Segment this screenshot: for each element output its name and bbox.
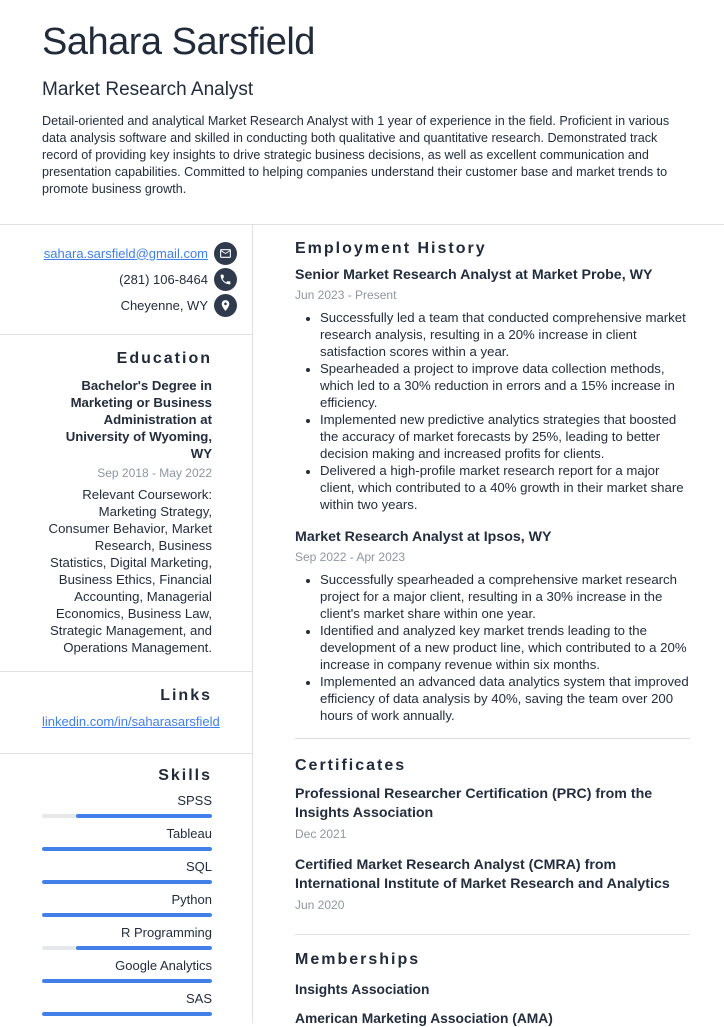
skill-label: R Programming	[120, 925, 212, 940]
job-dates: Sep 2022 - Apr 2023	[295, 550, 406, 564]
links-section	[0, 672, 252, 754]
skill-label: SQL	[185, 859, 212, 874]
phone-icon	[214, 268, 237, 291]
job-bullet: • Delivered a high-profile market research report for a major client, which contributed to a 40% growth in their market share within two years.	[320, 462, 690, 513]
sidebar	[0, 225, 253, 1023]
education-heading: Education	[116, 350, 212, 367]
skill-bar-fill	[42, 847, 212, 851]
skill-item	[42, 958, 212, 983]
education-dates: Sep 2018 - May 2022	[97, 466, 212, 480]
employment-section	[295, 225, 690, 739]
skill-item	[42, 892, 212, 917]
email-link[interactable]: sahara.sarsfield@gmail.com	[43, 245, 208, 261]
skills-section	[0, 754, 252, 1026]
skill-bar	[42, 1012, 212, 1016]
certificate-entry	[295, 856, 690, 912]
job-bullet: • Successfully led a team that conducted comprehensive market research analysis, resulting in a 20% increase in client satisfaction scores within a year.	[320, 309, 690, 360]
education-section	[0, 335, 252, 672]
membership-item: American Marketing Association (AMA)	[295, 1011, 553, 1026]
skills-heading: Skills	[158, 767, 212, 784]
skill-label: SPSS	[177, 793, 212, 808]
skill-bar	[42, 814, 212, 818]
skill-bar	[42, 979, 212, 983]
certificates-section	[295, 739, 690, 935]
linkedin-link[interactable]: linkedin.com/in/saharasarsfield	[42, 714, 220, 729]
job-bullet-list	[295, 571, 690, 724]
profile-summary: Detail-oriented and analytical Market Research Analyst with 1 year of experience in the field. Proficient in various data analysis software and skilled in conducting both qualitative and quantitative research. Demonstrated track record of providing key insights to drive strategic business decisions, as well as excellent communication and presentation capabilities. Committed to helping companies understand their customer base and market trends to promote business growth.	[42, 114, 670, 196]
job-bullet-list	[295, 309, 690, 513]
skill-bar	[42, 946, 212, 950]
job-title: Senior Market Research Analyst at Market Probe, WY	[295, 267, 653, 283]
contact-email-row	[42, 240, 237, 266]
job-dates: Jun 2023 - Present	[295, 288, 397, 302]
contact-location-row	[42, 292, 237, 318]
skill-bar	[42, 847, 212, 851]
job-bullet: • Successfully spearheaded a comprehensive market research project for a major client, resulting in a 30% increase in the client's market share within one year.	[320, 571, 690, 622]
certificate-date: Jun 2020	[295, 898, 345, 912]
memberships-section	[295, 935, 690, 1027]
skill-bar-fill	[42, 880, 212, 884]
resume-header	[0, 0, 724, 225]
job-title: Market Research Analyst at Ipsos, WY	[295, 529, 552, 545]
skill-item	[42, 793, 212, 818]
job-bullet: • Implemented new predictive analytics strategies that boosted the accuracy of market forecasts by 25%, leading to better decision making and increased profits for clients.	[320, 411, 690, 462]
membership-item: Insights Association	[295, 982, 430, 997]
certificate-date: Dec 2021	[295, 827, 347, 841]
skill-bar-fill	[76, 814, 212, 818]
job-bullet: • Implemented an advanced data analytics system that improved efficiency of data analysis by 40%, saving the team over 200 hours of work annually.	[320, 673, 690, 724]
contact-phone-row	[42, 266, 237, 292]
skill-label: Tableau	[166, 826, 212, 841]
body-columns	[0, 225, 724, 1026]
phone-number: (281) 106-8464	[119, 271, 208, 287]
skill-item	[42, 991, 212, 1016]
job-entry	[295, 529, 690, 724]
skill-item	[42, 859, 212, 884]
job-bullet: • Spearheaded a project to improve data collection methods, which led to a 30% reduction in errors and a 15% increase in efficiency.	[320, 360, 690, 411]
certificate-title: Professional Researcher Certification (PRC) from the Insights Association	[295, 786, 653, 821]
location-text: Cheyenne, WY	[120, 297, 208, 313]
main-column	[253, 225, 724, 1026]
education-coursework: Relevant Coursework: Marketing Strategy, Consumer Behavior, Market Research, Business Statistics, Digital Marketing, Business Ethics, Financial Accounting, Managerial Economics, Business Law, Strategic Management, and Operations Management.	[48, 487, 212, 655]
skill-bar	[42, 913, 212, 917]
person-name: Sahara Sarsfield	[42, 21, 315, 63]
certificates-heading: Certificates	[295, 757, 407, 774]
skill-label: Python	[171, 892, 212, 907]
job-entry	[295, 267, 690, 513]
map-pin-icon	[214, 294, 237, 317]
skill-item	[42, 826, 212, 851]
skill-item	[42, 925, 212, 950]
memberships-heading: Memberships	[295, 951, 421, 968]
certificate-title: Certified Market Research Analyst (CMRA) from International Institute of Market Research and Analytics	[295, 857, 670, 892]
envelope-icon	[214, 242, 237, 265]
skill-bar-fill	[42, 1012, 212, 1016]
skill-label: SAS	[185, 991, 212, 1006]
skill-bar-fill	[76, 946, 212, 950]
skill-label: Google Analytics	[115, 958, 212, 973]
person-job-title: Market Research Analyst	[42, 79, 254, 100]
skill-bar-fill	[42, 913, 212, 917]
skill-bar-fill	[42, 979, 212, 983]
contact-section	[0, 225, 252, 335]
employment-heading: Employment History	[295, 240, 487, 257]
job-bullet: • Identified and analyzed key market trends leading to the development of a new product line, which contributed to a 20% increase in company revenue within six months.	[320, 622, 690, 673]
education-degree: Bachelor's Degree in Marketing or Business Administration at University of Wyoming, WY	[65, 378, 212, 461]
links-heading: Links	[160, 687, 212, 704]
certificate-entry	[295, 785, 690, 841]
skill-bar	[42, 880, 212, 884]
